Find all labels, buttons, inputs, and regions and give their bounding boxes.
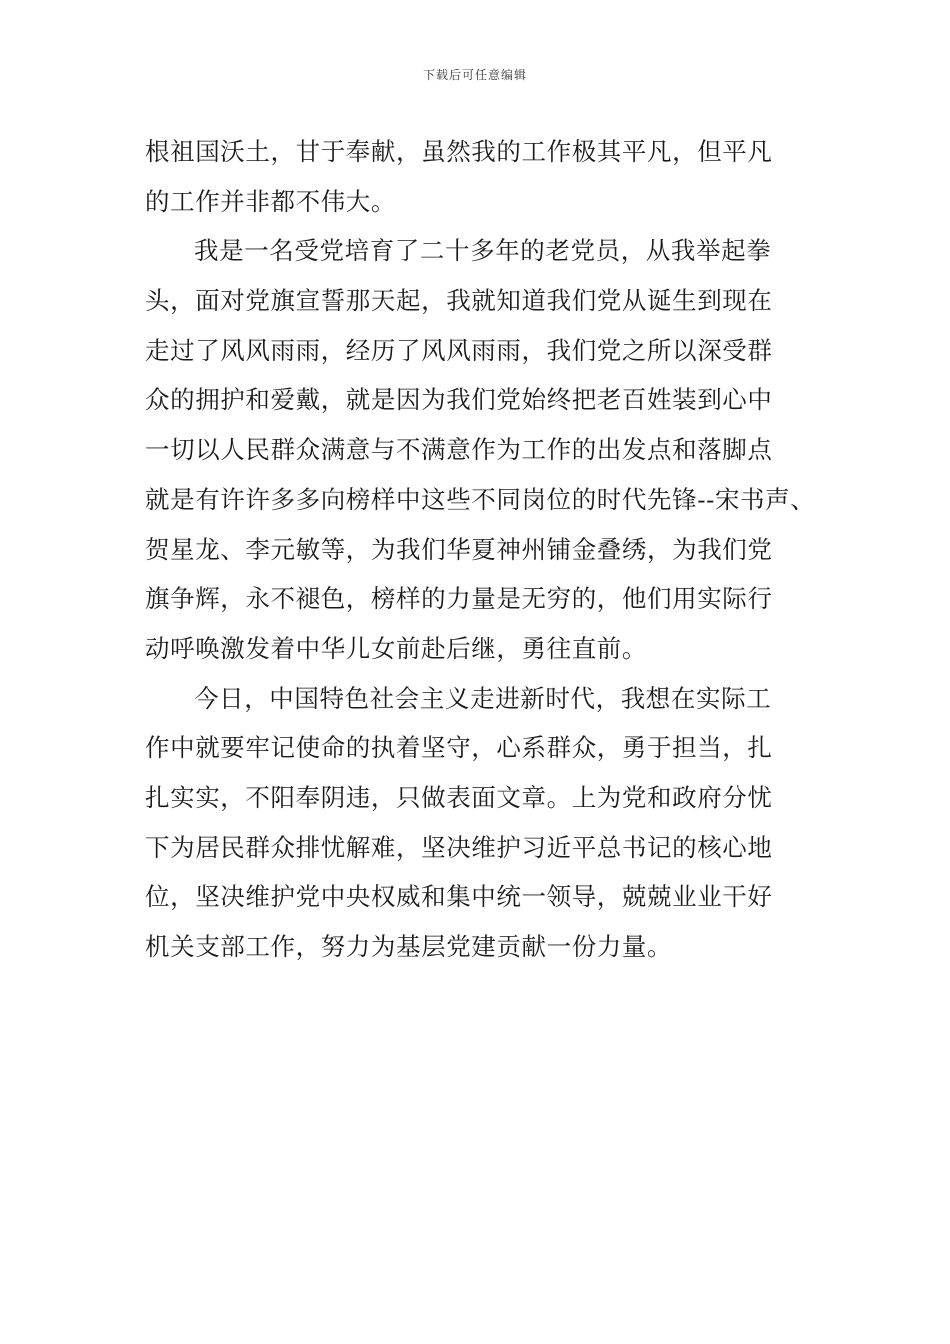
- text-line: 走过了风风雨雨，经历了风风雨雨，我们党之所以深受群: [145, 335, 773, 365]
- text-line: 根祖国沃土，甘于奉献，虽然我的工作极其平凡，但平凡: [145, 137, 773, 166]
- text-line: 我是一名受党培育了二十多年的老党员，从我举起拳: [194, 236, 772, 266]
- page-header: 下载后可任意编辑: [422, 68, 527, 82]
- text-line: 一切以人民群众满意与不满意作为工作的出发点和落脚点: [145, 435, 773, 465]
- text-line: 动呼唤激发着中华儿女前赴后继，勇往直前。: [145, 633, 647, 663]
- text-line: 作中就要牢记使命的执着坚守，心系群众，勇于担当，扎: [145, 733, 773, 763]
- body-text: [145, 127, 825, 972]
- text-line: 贺星龙、李元敏等，为我们华夏神州铺金叠绣，为我们党: [145, 534, 773, 564]
- text-line: 扎实实，不阳奉阴违，只做表面文章。上为党和政府分忧: [145, 782, 773, 812]
- text-line: 头，面对党旗宣誓那天起，我就知道我们党从诞生到现在: [145, 286, 773, 316]
- text-line: 位，坚决维护党中央权威和集中统一领导，兢兢业业干好: [145, 882, 773, 912]
- text-line: 旗争辉，永不褪色，榜样的力量是无穷的，他们用实际行: [145, 584, 773, 614]
- text-line: 众的拥护和爱戴，就是因为我们党始终把老百姓装到心中: [145, 385, 773, 415]
- text-line: 机关支部工作，努力为基层党建贡献一份力量。: [145, 932, 673, 961]
- text-line: 今日，中国特色社会主义走进新时代，我想在实际工: [194, 683, 772, 713]
- text-line: 下为居民群众排忧解难，坚决维护习近平总书记的核心地: [145, 832, 773, 862]
- text-line: 的工作并非都不伟大。: [145, 186, 396, 216]
- text-line: 就是有许许多多向榜样中这些不同岗位的时代先锋--宋书声、: [145, 484, 816, 514]
